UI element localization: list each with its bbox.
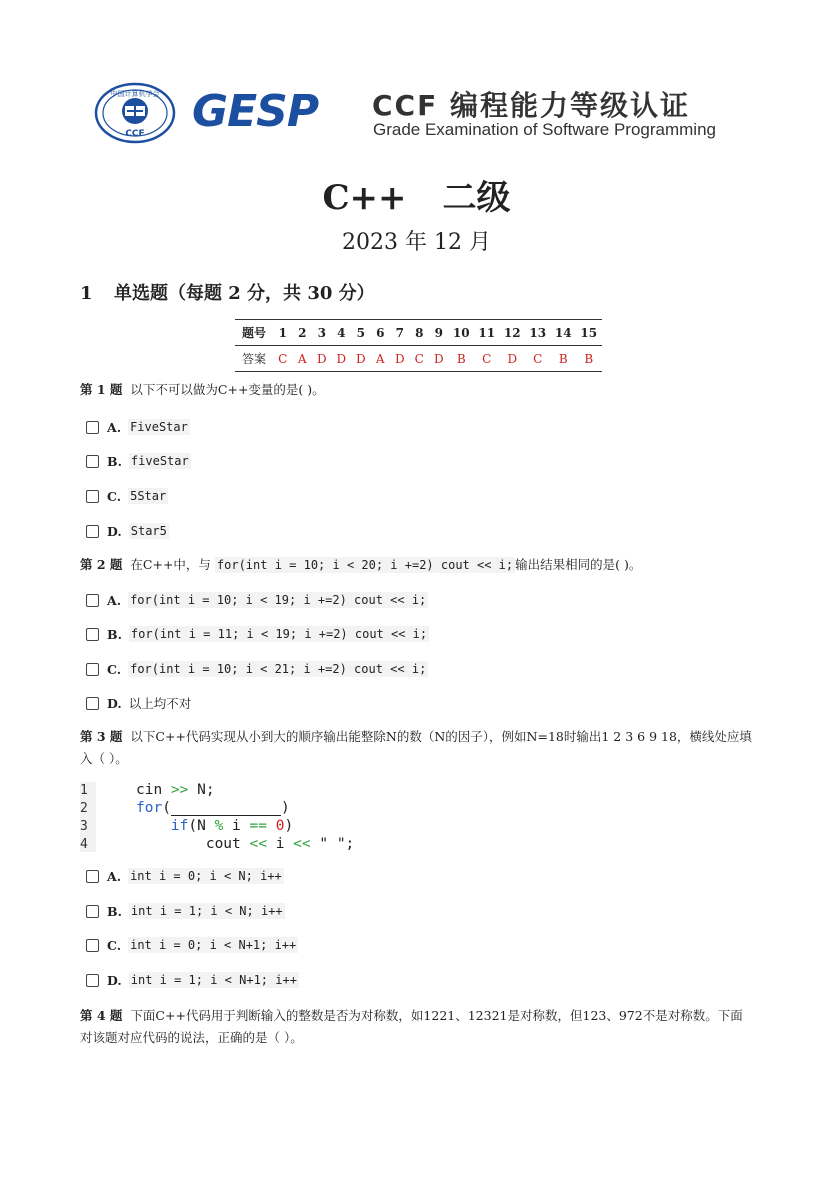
option-code: for(int i = 11; i < 19; i +=2) cout << i; bbox=[130, 627, 428, 641]
option-code: int i = 0; i < N; i++ bbox=[130, 869, 282, 883]
answer-table-header-row bbox=[235, 320, 602, 346]
checkbox[interactable] bbox=[86, 628, 99, 641]
answer-table-answer: B bbox=[551, 346, 577, 372]
question-code: for(int i = 10; i < 20; i +=2) cout << i; bbox=[216, 558, 514, 572]
answer-table-answer: C bbox=[410, 346, 430, 372]
checkbox[interactable] bbox=[86, 594, 99, 607]
option-letter: C. bbox=[107, 488, 122, 504]
option-letter: C. bbox=[107, 661, 122, 677]
option-code: int i = 0; i < N+1; i++ bbox=[130, 938, 297, 952]
question-number: 第 1 题 bbox=[80, 382, 123, 397]
answer-table-question-number: 14 bbox=[551, 320, 577, 346]
brand-english: Grade Examination of Software Programming bbox=[373, 120, 716, 139]
q2-option-b[interactable] bbox=[86, 624, 429, 644]
code-line-2 bbox=[80, 800, 290, 817]
q1-option-a[interactable] bbox=[86, 417, 190, 437]
answer-table-question-number: 2 bbox=[293, 320, 313, 346]
answer-table-answer: C bbox=[273, 346, 293, 372]
option-letter: C. bbox=[107, 937, 122, 953]
option-code: for(int i = 10; i < 19; i +=2) cout << i; bbox=[130, 593, 427, 607]
answer-table-answer: A bbox=[371, 346, 391, 372]
checkbox[interactable] bbox=[86, 974, 99, 987]
option-letter: D. bbox=[107, 972, 122, 988]
answer-table-answer: C bbox=[474, 346, 500, 372]
code-text: cout << i << " "; bbox=[136, 836, 355, 852]
option-code: int i = 1; i < N; i++ bbox=[130, 904, 283, 918]
option-letter: D. bbox=[107, 695, 122, 711]
code-line-3 bbox=[80, 818, 293, 835]
checkbox[interactable] bbox=[86, 905, 99, 918]
answer-table-question-number: 15 bbox=[576, 320, 602, 346]
answer-table-answer: D bbox=[390, 346, 410, 372]
question-number: 第 4 题 bbox=[80, 1008, 123, 1023]
question-text-line1: 以下C++代码实现从小到大的顺序输出能整除N的数（N的因子），例如N=18时输出1 2 3 6 9 18，横线处应填 bbox=[130, 729, 752, 744]
title-lang: C++ bbox=[322, 178, 407, 218]
answer-table-row-label: 题号 bbox=[235, 320, 273, 346]
answer-table-question-number: 6 bbox=[371, 320, 391, 346]
answer-table-question-number: 12 bbox=[500, 320, 526, 346]
option-letter: B. bbox=[107, 903, 122, 919]
option-letter: D. bbox=[107, 523, 122, 539]
checkbox[interactable] bbox=[86, 663, 99, 676]
question-4 bbox=[80, 1005, 760, 1049]
line-number: 1 bbox=[80, 783, 88, 798]
answer-table-answer: D bbox=[429, 346, 449, 372]
brand-chinese: CCF 编程能力等级认证 bbox=[372, 89, 690, 122]
answer-table-answer-row bbox=[235, 346, 602, 372]
code-line-4 bbox=[80, 836, 354, 853]
seal-text-bottom: CCF bbox=[125, 129, 145, 139]
answer-table-question-number: 3 bbox=[312, 320, 332, 346]
option-letter: A. bbox=[107, 419, 122, 435]
answer-table-question-number: 8 bbox=[410, 320, 430, 346]
answer-table-answer: B bbox=[576, 346, 602, 372]
q2-option-a[interactable] bbox=[86, 590, 428, 610]
answer-table-answer: B bbox=[449, 346, 475, 372]
code-text: for( ) bbox=[136, 800, 290, 816]
answer-table-question-number: 5 bbox=[351, 320, 371, 346]
answer-table-answer: A bbox=[293, 346, 313, 372]
q3-option-c[interactable] bbox=[86, 935, 298, 955]
option-letter: B. bbox=[107, 453, 122, 469]
q1-option-b[interactable] bbox=[86, 451, 191, 471]
page-subtitle: 2023 年 12 月 bbox=[342, 230, 491, 255]
code-text: cin >> N; bbox=[136, 782, 215, 798]
q3-option-a[interactable] bbox=[86, 866, 284, 886]
section-number: 1 bbox=[80, 283, 93, 304]
seal-text-top: 中国计算机学会 bbox=[110, 90, 160, 98]
option-code: FiveStar bbox=[130, 420, 188, 434]
option-letter: B. bbox=[107, 626, 122, 642]
page-title bbox=[0, 170, 833, 219]
option-code: fiveStar bbox=[130, 454, 189, 468]
question-text-after: 输出结果相同的是( )。 bbox=[515, 557, 642, 572]
option-letter: A. bbox=[107, 868, 122, 884]
answer-table-question-number: 1 bbox=[273, 320, 293, 346]
answer-table-question-number: 10 bbox=[449, 320, 475, 346]
option-code: int i = 1; i < N+1; i++ bbox=[130, 973, 297, 987]
q1-option-d[interactable] bbox=[86, 521, 169, 541]
fill-blank bbox=[171, 801, 281, 816]
question-text: 以下不可以做为C++变量的是( )。 bbox=[130, 382, 325, 397]
section-label: 单选题（每题 2 分，共 30 分） bbox=[114, 283, 375, 304]
page-header bbox=[92, 82, 742, 146]
line-number: 4 bbox=[80, 837, 88, 852]
code-block bbox=[80, 782, 760, 854]
question-3 bbox=[80, 726, 760, 770]
line-number: 2 bbox=[80, 801, 88, 816]
answer-table-row-label: 答案 bbox=[235, 346, 273, 372]
question-number: 第 3 题 bbox=[80, 729, 123, 744]
question-text-line2: 入（ ）。 bbox=[80, 751, 128, 766]
answer-table-answer: C bbox=[525, 346, 551, 372]
checkbox[interactable] bbox=[86, 490, 99, 503]
question-number: 第 2 题 bbox=[80, 557, 123, 572]
answer-table-question-number: 9 bbox=[429, 320, 449, 346]
line-number: 3 bbox=[80, 819, 88, 834]
gesp-logo: GESP bbox=[192, 86, 319, 137]
q3-option-d[interactable] bbox=[86, 970, 299, 990]
answer-table-question-number: 11 bbox=[474, 320, 500, 346]
question-1 bbox=[80, 379, 760, 401]
option-letter: A. bbox=[107, 592, 122, 608]
q2-option-d[interactable] bbox=[86, 693, 191, 713]
option-code: 5Star bbox=[130, 489, 167, 503]
checkbox[interactable] bbox=[86, 525, 99, 538]
checkbox[interactable] bbox=[86, 870, 99, 883]
answer-table-question-number: 7 bbox=[390, 320, 410, 346]
answer-table-answer: D bbox=[500, 346, 526, 372]
checkbox[interactable] bbox=[86, 421, 99, 434]
q3-option-b[interactable] bbox=[86, 901, 285, 921]
answer-table-answer: D bbox=[332, 346, 352, 372]
section-heading bbox=[80, 279, 375, 305]
q1-option-c[interactable] bbox=[86, 486, 168, 506]
answer-table-answer: D bbox=[351, 346, 371, 372]
q2-option-c[interactable] bbox=[86, 659, 428, 679]
answer-table-question-number: 13 bbox=[525, 320, 551, 346]
ccf-seal-logo bbox=[94, 82, 176, 144]
question-text-before: 在C++中，与 bbox=[130, 557, 211, 572]
question-text-line1: 下面C++代码用于判断输入的整数是否为对称数，如1221、12321是对称数，但123、972不是对称数。下面 bbox=[130, 1008, 743, 1023]
code-line-1 bbox=[80, 782, 215, 799]
question-text-line2: 对该题对应代码的说法，正确的是（ ）。 bbox=[80, 1030, 303, 1045]
option-code: for(int i = 10; i < 21; i +=2) cout << i; bbox=[130, 662, 427, 676]
checkbox[interactable] bbox=[86, 455, 99, 468]
answer-table bbox=[235, 319, 602, 372]
checkbox[interactable] bbox=[86, 697, 99, 710]
question-2 bbox=[80, 554, 760, 576]
checkbox[interactable] bbox=[86, 939, 99, 952]
answer-table-question-number: 4 bbox=[332, 320, 352, 346]
option-code: Star5 bbox=[130, 524, 167, 538]
code-text: if(N % i == 0) bbox=[170, 818, 294, 834]
answer-table-answer: D bbox=[312, 346, 332, 372]
title-level: 二级 bbox=[442, 178, 511, 218]
option-text: 以上均不对 bbox=[128, 696, 192, 711]
